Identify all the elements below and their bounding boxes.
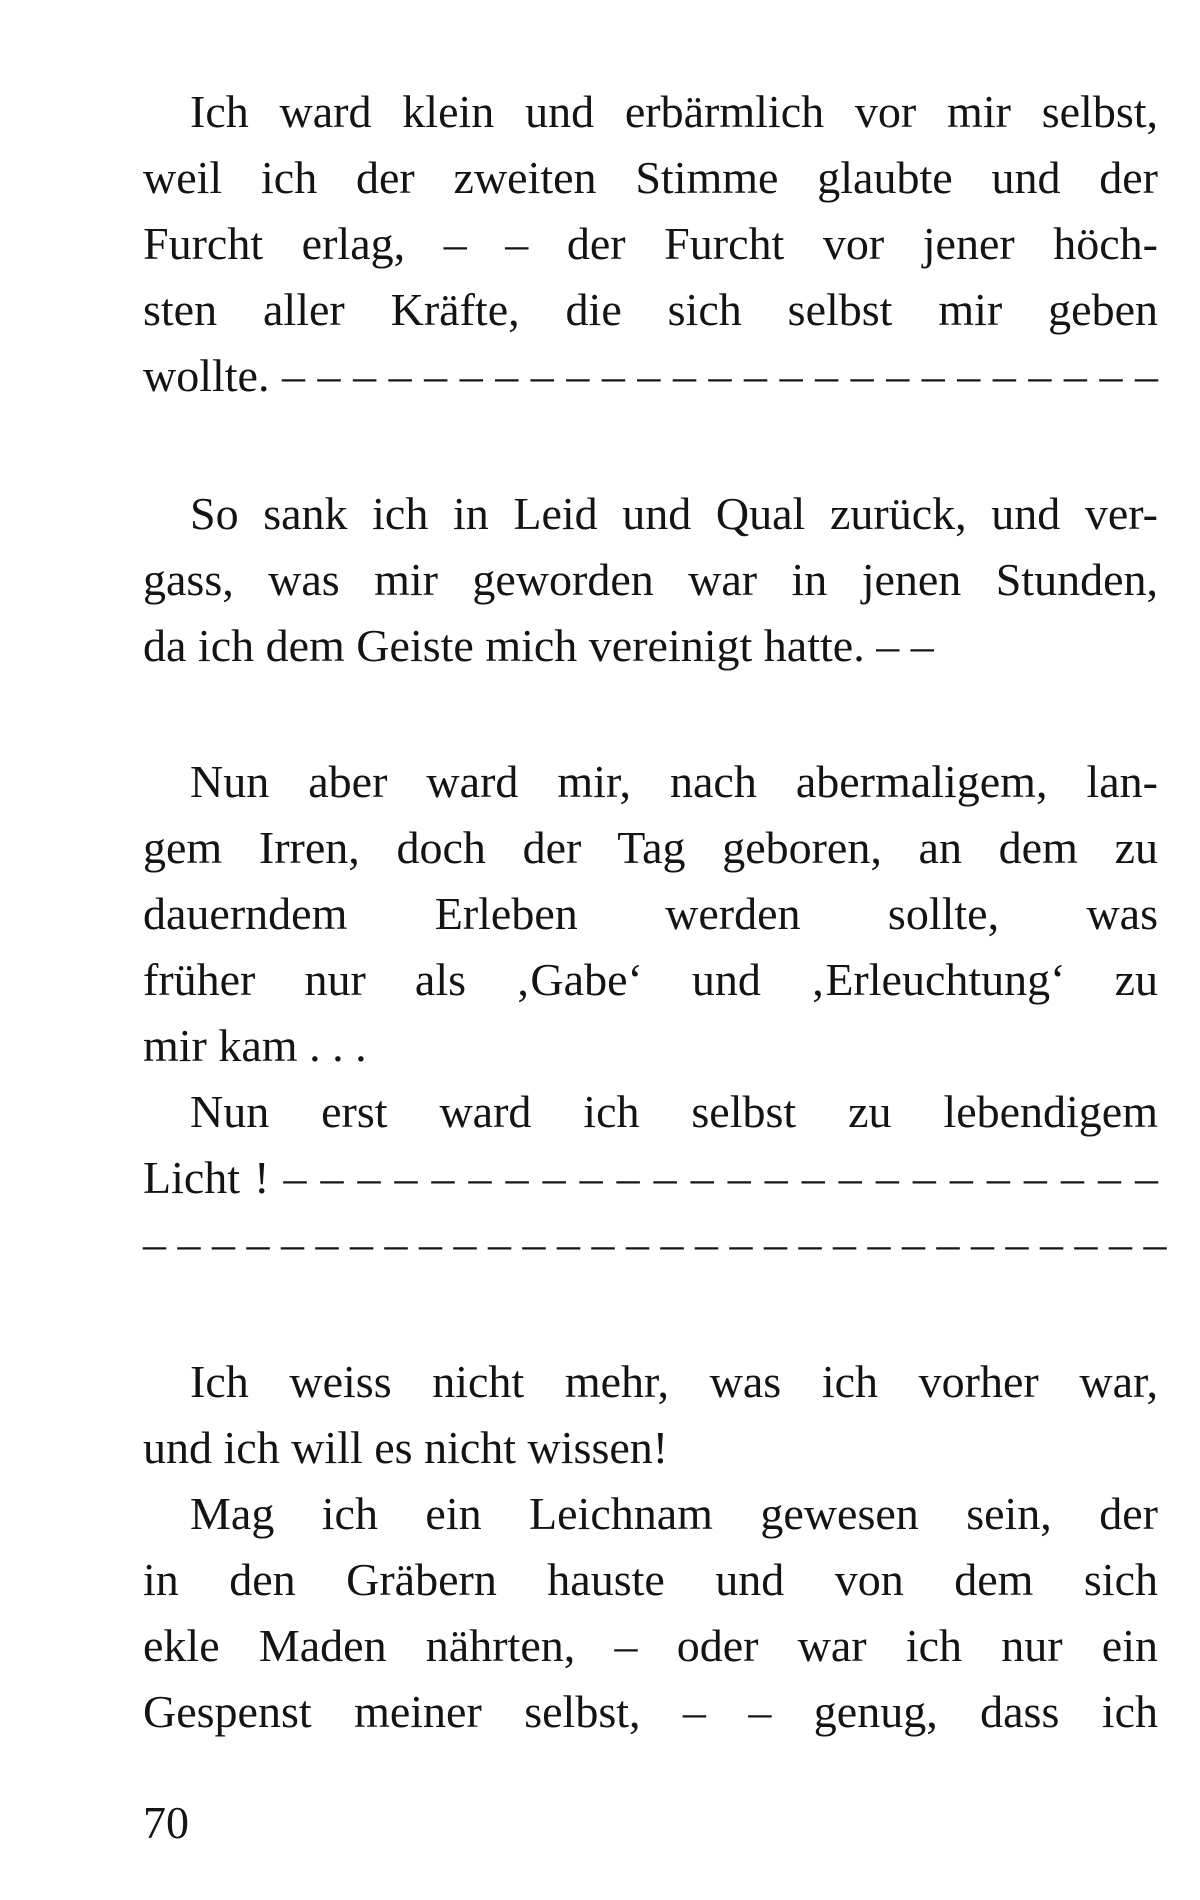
text-line: – – – – – – – – – – – – – – – – – – – – – – – – – – – – – –	[143, 1218, 1167, 1269]
text-line: sten aller Kräfte, die sich selbst mir geben	[143, 284, 1158, 335]
text-line: So sank ich in Leid und Qual zurück, und ver-	[190, 488, 1158, 539]
text-line: in den Gräbern hauste und von dem sich	[143, 1554, 1158, 1605]
text-line: Gespenst meiner selbst, – – genug, dass ich	[143, 1686, 1158, 1737]
text-line: Mag ich ein Leichnam gewesen sein, der	[190, 1488, 1158, 1539]
page-number: 70	[143, 1797, 189, 1848]
text-line: früher nur als ‚Gabe‘ und ‚Erleuchtung‘ zu	[143, 954, 1158, 1005]
text-line: dauerndem Erleben werden sollte, was	[143, 888, 1158, 939]
text-line: Furcht erlag, – – der Furcht vor jener höch-	[143, 218, 1158, 269]
text-line: Nun aber ward mir, nach abermaligem, lan-	[190, 756, 1158, 807]
text-line: Ich ward klein und erbärmlich vor mir selbst,	[190, 86, 1158, 137]
text-line: gem Irren, doch der Tag geboren, an dem zu	[143, 822, 1158, 873]
text-line: gass, was mir geworden war in jenen Stunden,	[143, 554, 1158, 605]
text-line: da ich dem Geiste mich vereinigt hatte. – –	[143, 620, 934, 671]
text-line: wollte. – – – – – – – – – – – – – – – – – – – – – – – – –	[143, 350, 1158, 401]
text-line: mir kam . . .	[143, 1020, 367, 1071]
text-line: Licht ! – – – – – – – – – – – – – – – – – – – – – – – –	[143, 1152, 1158, 1203]
text-line: ekle Maden nährten, – oder war ich nur ein	[143, 1620, 1158, 1671]
text-line: Ich weiss nicht mehr, was ich vorher war,	[190, 1356, 1158, 1407]
text-line: und ich will es nicht wissen!	[143, 1422, 669, 1473]
text-line: weil ich der zweiten Stimme glaubte und der	[143, 152, 1158, 203]
text-line: Nun erst ward ich selbst zu lebendigem	[190, 1086, 1158, 1137]
